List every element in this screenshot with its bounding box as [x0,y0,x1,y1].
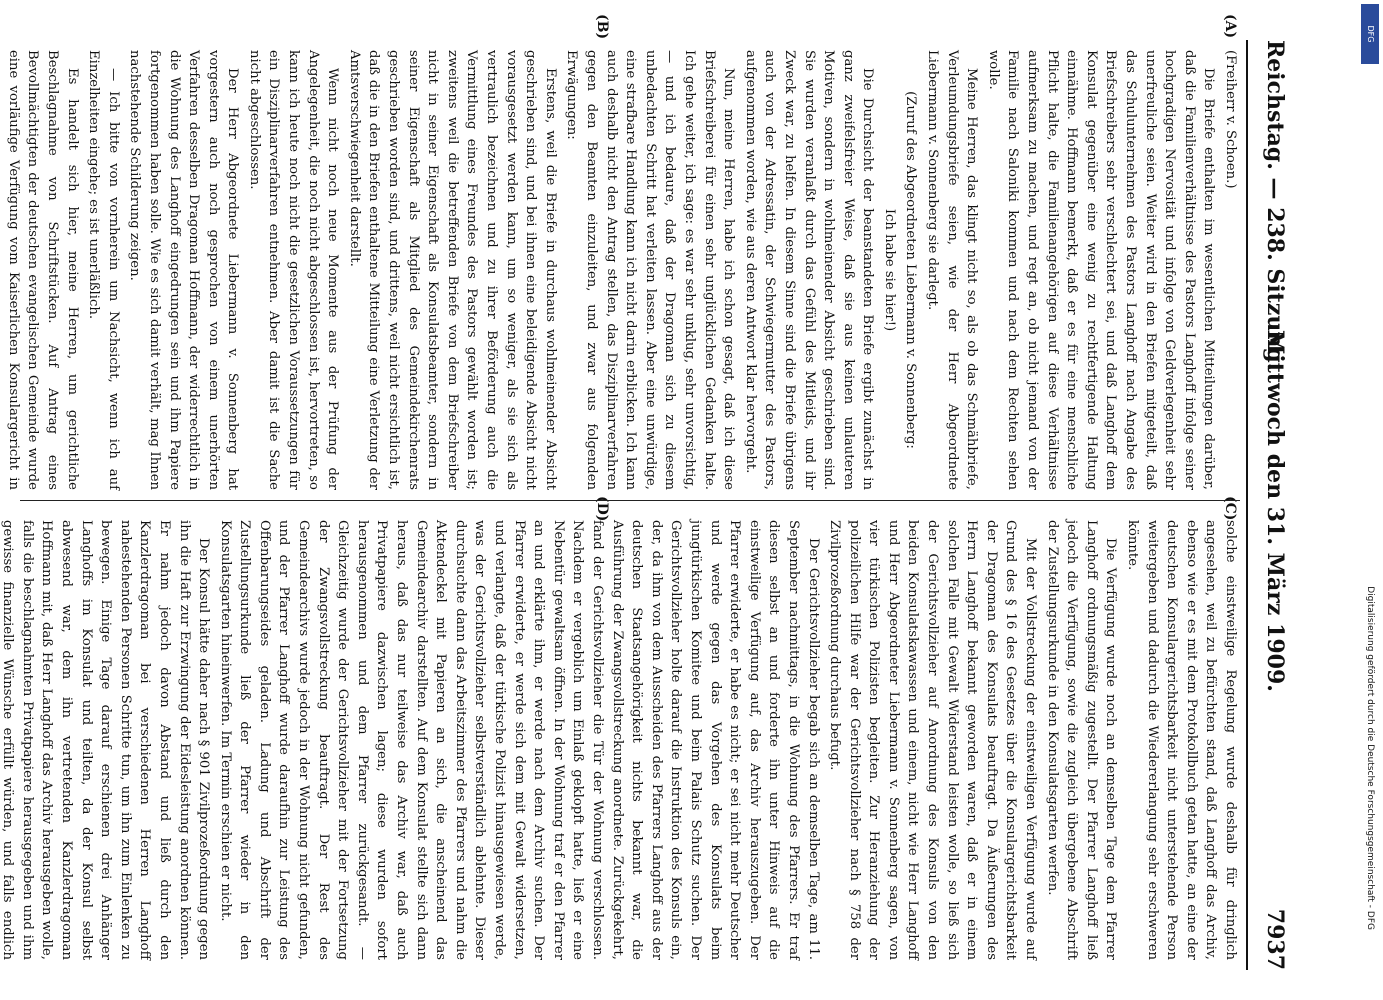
paragraph: Meine Herren, das klingt nicht so, als ob das Schmähbriefe, Verleumdungsbriefe seien, wie der Herr Abgeordnete Liebermann v. Sonnenberg sie darlegt. [925,50,980,490]
interjection: Ich habe sie hier!) [881,208,897,332]
paragraph: Es handelt sich hier, meine Herren, um gerichtliche Beschlagnahme von Schriftstücken. Auf Antrag eines Bevollmächtigten der deutschen evangelischen Gemeinde wurde eine vorläufige Verfügung vom Kaiserlichen Konsulargericht in [5,50,80,490]
paragraph: Nun, meine Herren, habe ich schon gesagt, daß ich diese Briefschreiberei für einen sehr unglücklichen Gedanken halte. Ich gehe weiter, ich sage: es war sehr unklug, sehr unvorsichtig, — und ich bedaure, daß der Dragoman sich zu diesem unbedachten Schritt hat verleiten lassen. Aber eine unwürdige, eine strafbare Handlung kann ich nicht darin erblicken. Ich kann auch deshalb nicht den Antrag stellen, das Disziplinarverfahren gegen den Beamten einzuleiten, und zwar aus folgenden Erwägungen: [564,50,737,490]
interjection: (Zuruf des Abgeordneten Liebermann v. Sonnenberg: [903,91,919,449]
credit-text: Digitalisierung gefördert durch die Deutsche Forschungsgemeinschaft - DFG [1365,586,1375,930]
left-column [5,50,1240,490]
column-separator [20,500,1240,501]
right-column [0,520,1240,960]
margin-mark-d: (D) [594,496,610,522]
margin-mark-c: (C) [1222,496,1238,521]
paragraph: Der Herr Abgeordnete Liebermann v. Sonnenberg hat vorgestern auch noch gesprochen von einem unerhörten Verfahren desselben Dragoman Hoffmann, der widerrechtlich in die Wohnung des Langhoff eingedrungen sein und ihm Papiere fortgenommen haben solle. Wie es sich damit verhält, mag Ihnen nachstehende Schilderung zeigen. [127,50,241,490]
paragraph: Der Konsul hätte daher nach § 901 Zivilprozeßordnung gegen ihn die Haft zur Erzwingung der Eidesleistung anordnen können. Er nahm jedoch davon Abstand und ließ durch den Kanzlerdragoman bei verschiedenen Herren Langhoff nahestehenden Personen Schritte tun, um ihn zum Einlenken zu bewegen. Einige Tage darauf erschienen drei Anhänger Langhoffs im Konsulat und teilten, da der Konsul selbst abwesend war, dem ihn vertretenden Kanzlerdragoman Hoffmann mit, daß Herr Langhoff das Archiv herausgeben wolle, falls die beschlagnahmten Privatpapiere herausgegeben und ihm gewisse finanzielle Wünsche erfüllt würden, und falls endlich [0,520,212,960]
page-header [1254,40,1294,970]
paragraph: Wenn nicht noch neue Momente aus der Prüfung der Angelegenheit, die noch nicht abgeschlossen ist, hervortreten, so kann ich heute noch nicht die gesetzlichen Voraussetzungen für ein Disziplinarverfahren entnehmen. Aber damit ist die Sache nicht abgeschlossen. [246,50,341,490]
header-center: Mittwoch den 31. März 1909. [1262,330,1288,692]
paragraph: Mit der Vollstreckung der einstweiligen Verfügung wurde auf Grund des § 16 des Gesetzes über die Konsulargerichtsbarkeit der Dragoman des Konsulats beauftragt. Da Äußerungen des Herrn Langhoff bekannt geworden waren, daß er in einem solchen Falle mit Gewalt Widerstand leisten wolle, so ließ sich der Gerichtsvollzieher auf Anordnung des Konsuls von den beiden Konsulatskawassen und einem, nicht wie Herr Langhoff und Herr Abgeordneter Liebermann v. Sonnenberg sagen, von vier türkischen Polizisten begleiten. Zur Heranziehung der polizeilichen Hilfe war der Gerichtsvollzieher nach § 758 der Zivilprozeßordnung durchaus befugt. [827,520,1039,960]
paragraph: Der Gerichtsvollzieher begab sich an demselben Tage, am 11. September nachmittags, in die Wohnung des Pfarrers. Er traf diesen selbst an und forderte ihn unter Hinweis auf die einstweilige Verfügung auf, das Archiv herauszugeben. Der Pfarrer erwiderte, er habe es nicht; er sei nicht mehr Deutscher und werde gegen das Vorgehen des Konsulats beim jungtürkischen Komitee und beim Palais Schutz suchen. Der Gerichtsvollzieher holte darauf die Instruktion des Konsuls ein, der, da ihm von dem Ausscheiden des Pfarrers Langhoff aus der deutschen Staatsangehörigkeit nichts bekannt war, die Ausführung der Zwangsvollstreckung anordnete. Zurückgekehrt, fand der Gerichtsvollzieher die Tür der Wohnung verschlossen. Nachdem er vergeblich um Einlaß geklopft hatte, ließ er eine Nebentür gewaltsam öffnen. In der Wohnung traf er den Pfarrer an und erklärte ihm, er werde nach dem Archiv suchen. Der Pfarrer erwiderte, er werde sich dem mit Gewalt widersetzen, und verlangte, daß der türkische Polizist hinausgewiesen werde, was der Gerichtsvollzieher selbstverständlich ablehnte. Dieser durchsuchte dann das Arbeitszimmer des Pfarrers und nahm die Aktendeckel mit Papieren an sich, die anscheinend das Gemeindearchiv darstellten. Auf dem Konsulat stellte sich dann heraus, daß das nur teilweise das Archiv war, daß auch Privatpapiere dazwischen lagen; diese wurden sofort herausgenommen und dem Pfarrer zurückgesandt. — Gleichzeitig wurde der Gerichtsvollzieher mit der Fortsetzung der Zwangsvollstreckung beauftragt. Der Rest des Gemeindearchivs wurde jedoch in der Wohnung nicht gefunden, und der Pfarrer Langhoff wurde daraufhin zur Leistung des Offenbarungseides geladen. Ladung und Abschrift der Zustellungsurkunde ließ der Pfarrer wieder in den Konsulatsgarten hineinwerfen. Im Termin erschien er nicht. [217,520,821,960]
digitization-credit [1361,70,1379,930]
paragraph: Erstens, weil die Briefe in durchaus wohlmeinender Absicht geschrieben sind, und bei ihnen eine beleidigende Absicht nicht vorausgesetzt werden kann, um so weniger, als sie sich als vertraulich bezeichnen und zu ihrer Beförderung auch die Vermittlung eines Freundes des Pastors gewählt worden ist; zweitens weil die betreffenden Briefe von dem Briefschreiber nicht in seiner Eigenschaft als Konsulatsbeamter, sondern in seiner Eigenschaft als Mitglied des Gemeindekirchenrats geschrieben worden sind, und drittens, weil nicht ersichtlich ist, daß die in den Briefen enthaltene Mitteilung eine Verletzung der Amtsverschwiegenheit darstellt. [346,50,558,490]
page-number: 7937 [1262,908,1288,970]
paragraph: Die Verfügung wurde noch an demselben Tage dem Pfarrer Langhoff ordnungsmäßig zugestellt. Der Pfarrer Langhoff ließ jedoch die Verfügung, sowie die zugleich übergebene Abschrift der Zustellungsurkunde in den Konsulatsgarten werfen. [1044,520,1119,960]
dfg-logo: DFG [1361,4,1379,64]
speaker-line: (Freiherr v. Schoen.) [1223,50,1238,189]
margin-mark-b: (B) [594,14,610,40]
paragraph: Die Briefe enthalten im wesentlichen Mitteilungen darüber, daß die Familienverhältnisse des Pastors Langhoff infolge seiner hochgradigen Nervosität und infolge von Geldverlegenheit sehr unerfreuliche seien. Weiter wird in den Briefen mitgeteilt, daß das Schulunternehmen des Pastors Langhoff nach Angabe des Briefschreibers sehr verschlechtert sei, und daß Langhoff dem Konsulat gegenüber eine wenig zu rechtfertigende Haltung einnähme. Hoffmann bemerkt, daß er es für eine menschliche Pflicht halte, die Familienangehörigen auf diese Verhältnisse aufmerksam zu machen, und regt an, ob nicht jemand von der Familie nach Saloniki kommen und nach dem Rechten sehen wolle. [985,50,1217,490]
paragraph: solche einstweilige Regelung wurde deshalb für dringlich angesehen, weil zu befürchten stand, daß Langhoff das Archiv, ebenso wie er es mit dem Protokollbuch getan hatte, an eine der deutschen Konsulargerichtsbarkeit nicht unterstehende Person weitergeben und dadurch die Wiedererlangung sehr erschweren könnte. [1125,520,1238,960]
header-rule [1246,40,1248,970]
paragraph: Die Durchsicht der beanstandeten Briefe ergibt zunächst in ganz zweifelsfreier Weise, daß sie aus keinen unlauteren Motiven, sondern in wohlmeinender Absicht geschrieben sind. Sie wurden veranlaßt durch das Gefühl des Mitleids, und ihr Zweck war, zu helfen. In diesem Sinne sind die Briefe übrigens auch von der Adressatin, der Schwiegermutter des Pastors, aufgenommen worden, wie aus deren Antwort klar hervorgeht. [742,50,876,490]
margin-mark-a: (A) [1222,14,1238,39]
header-left: Reichstag. — 238. Sitzung. [1262,40,1288,371]
paragraph: — Ich bitte von vornherein um Nachsicht, wenn ich auf Einzelheiten eingehe; es ist unerläßlich. [86,50,121,490]
